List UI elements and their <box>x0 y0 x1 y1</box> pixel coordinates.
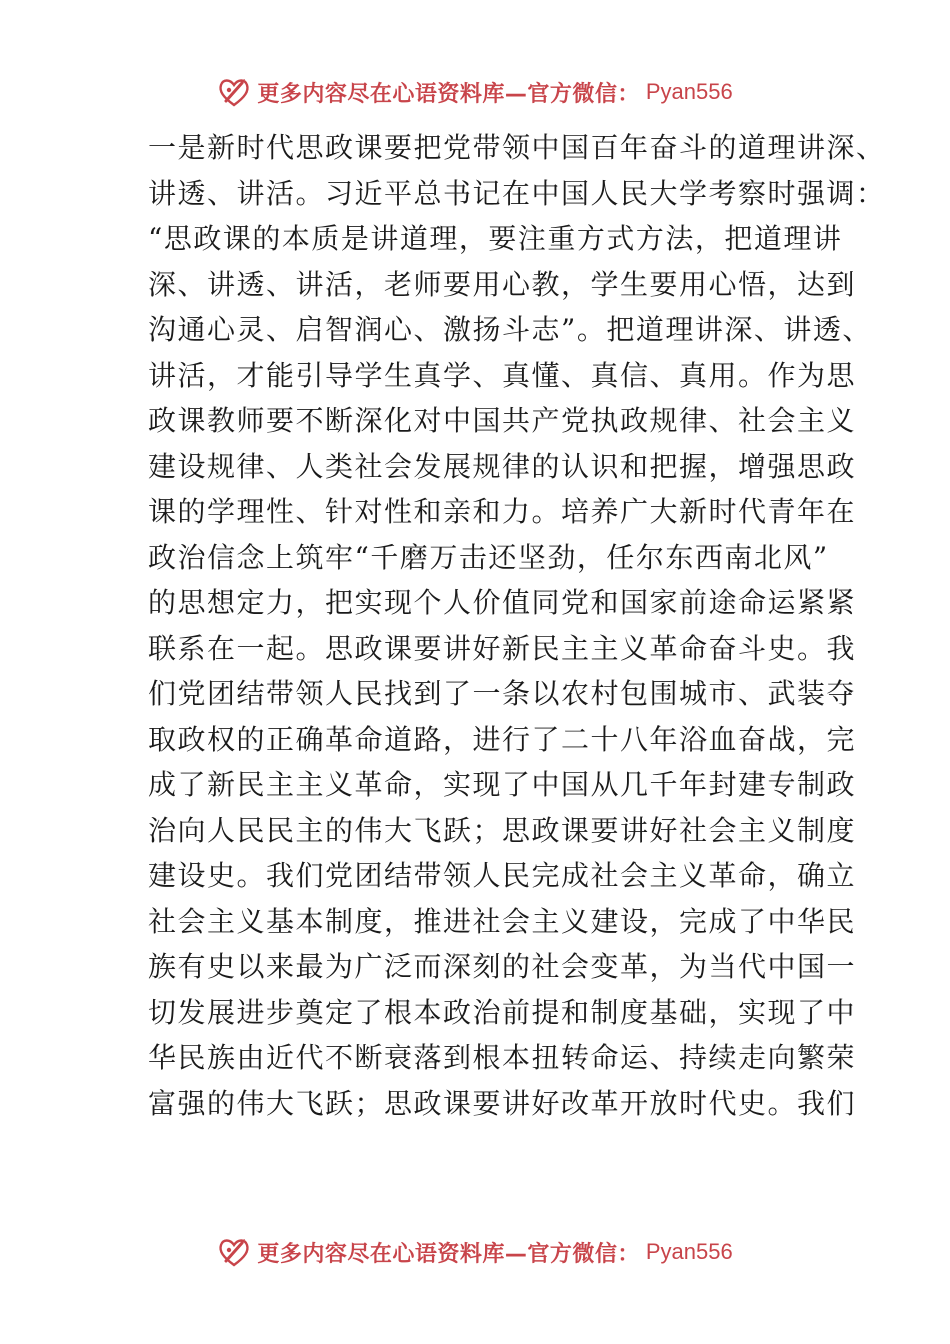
header-banner <box>0 70 950 114</box>
body-text-line: 政治信念上筑牢“千磨万击还坚劲，任尔东西南北风” <box>148 540 829 574</box>
heart-quill-logo-icon <box>217 75 251 109</box>
body-text-line: 取政权的正确革命道路，进行了二十八年浴血奋战，完 <box>148 722 857 756</box>
body-text-line: 建设规律、人类社会发展规律的认识和把握，增强思政 <box>148 449 857 483</box>
footer-banner <box>0 1230 950 1274</box>
body-text-line: 讲透、讲活。习近平总书记在中国人民大学考察时强调： <box>148 176 886 210</box>
body-text-line: 联系在一起。思政课要讲好新民主主义革命奋斗史。我 <box>148 631 857 665</box>
footer-wechat-id: Pyan556 <box>645 1239 733 1264</box>
body-text-line: 们党团结带领人民找到了一条以农村包围城市、武装夺 <box>148 677 857 710</box>
body-text-line: 华民族由近代不断衰落到根本扭转命运、持续走向繁荣 <box>148 1041 857 1074</box>
document-body <box>148 125 886 1126</box>
body-text-line: 沟通心灵、启智润心、激扬斗志”。把道理讲深、讲透、 <box>148 313 872 346</box>
body-text-line: 一是新时代思政课要把党带领中国百年奋斗的道理讲深、 <box>148 131 886 164</box>
body-text-line: 成了新民主主义革命，实现了中国从几千年封建专制政 <box>148 768 857 801</box>
header-wechat-id: Pyan556 <box>645 79 733 104</box>
body-text-line: 讲活，才能引导学生真学、真懂、真信、真用。作为思 <box>148 358 857 392</box>
heart-quill-logo-icon <box>217 1235 251 1269</box>
body-text-line: 建设史。我们党团结带领人民完成社会主义革命，确立 <box>148 859 857 892</box>
header-banner-text: 更多内容尽在心语资料库—官方微信： <box>257 81 640 107</box>
body-text-line: “思政课的本质是讲道理，要注重方式方法，把道理讲 <box>148 222 843 255</box>
body-text-line: 族有史以来最为广泛而深刻的社会变革，为当代中国一 <box>148 950 857 983</box>
body-text-line: 的思想定力，把实现个人价值同党和国家前途命运紧紧 <box>148 586 857 619</box>
body-text-line: 课的学理性、针对性和亲和力。培养广大新时代青年在 <box>148 495 857 528</box>
body-text-line: 治向人民民主的伟大飞跃；思政课要讲好社会主义制度 <box>148 813 857 847</box>
body-text-line: 深、讲透、讲活，老师要用心教，学生要用心悟，达到 <box>148 267 857 301</box>
body-text-line: 切发展进步奠定了根本政治前提和制度基础，实现了中 <box>148 995 857 1029</box>
footer-banner-text: 更多内容尽在心语资料库—官方微信： <box>257 1241 640 1267</box>
body-text-line: 富强的伟大飞跃；思政课要讲好改革开放时代史。我们 <box>148 1086 857 1120</box>
body-text-line: 政课教师要不断深化对中国共产党执政规律、社会主义 <box>148 404 857 437</box>
body-text-line: 社会主义基本制度，推进社会主义建设，完成了中华民 <box>148 904 857 938</box>
